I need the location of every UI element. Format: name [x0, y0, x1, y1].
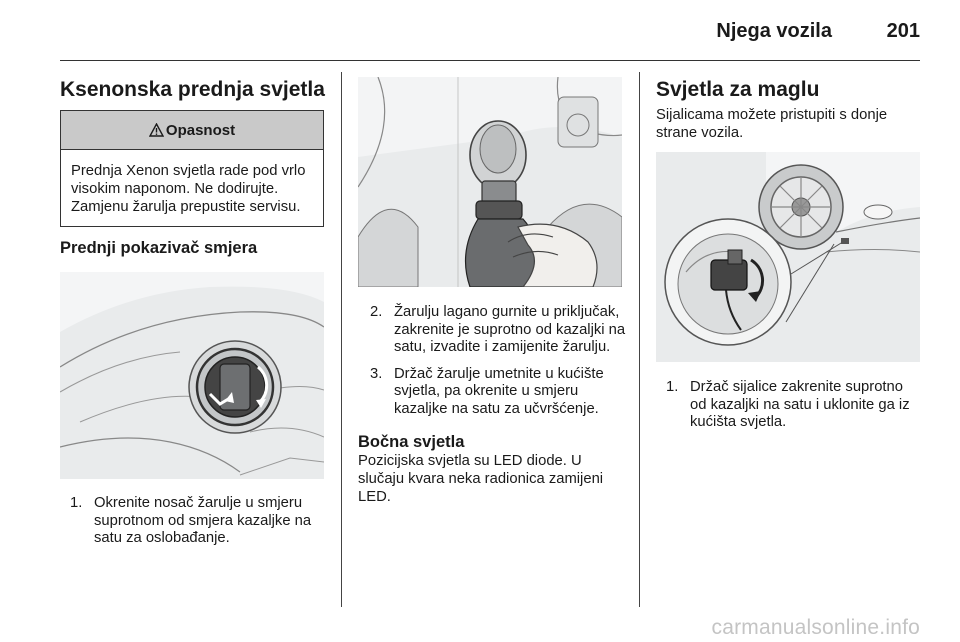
- step-number: 1.: [666, 379, 679, 395]
- header-rule: [60, 60, 920, 61]
- left-column: [60, 78, 340, 548]
- illustration-turn-signal-bulb: [60, 272, 324, 479]
- subheading-turn-signal: Prednji pokazivač smjera: [60, 239, 258, 257]
- illustration-bulb-replacement: [358, 77, 622, 287]
- section-heading-xenon: Ksenonska prednja svjetla: [60, 78, 325, 101]
- step-number: 2.: [370, 304, 383, 320]
- steps-list-right: [666, 379, 922, 432]
- steps-list-left: [70, 495, 332, 548]
- step-number: 3.: [370, 365, 383, 382]
- steps-list-middle: [370, 304, 626, 418]
- step-item: [70, 495, 332, 548]
- column-divider-2: [639, 72, 640, 607]
- illustration-fog-light-bulb: [656, 152, 920, 362]
- fog-lights-intro: Sijalicama možete pristupiti s donje strane vozila.: [656, 107, 888, 141]
- section-heading-fog-lights: Svjetla za maglu: [656, 78, 820, 101]
- step-text: Okrenite nosač žarulje u smjeru suprotnom od smjera kazaljke na satu za oslobađanje.: [94, 495, 312, 546]
- side-lights-text: Pozicijska svjetla su LED diode. U slučaju kvara neka radionica zamijeni LED.: [358, 453, 604, 505]
- watermark-text: carmanualsonline.info: [711, 616, 920, 639]
- step-item: [370, 366, 626, 419]
- step-text: Žarulju lagano gurnite u priključak, zakrenite je suprotno od kazaljki na satu, izvadite i zamijenite žarulju.: [394, 304, 626, 355]
- step-text: Držač sijalice zakrenite suprotno od kazaljki na satu i uklonite ga iz kućišta svjetla.: [690, 379, 910, 430]
- header-title: Njega vozila: [716, 20, 832, 42]
- warning-box: [60, 110, 324, 227]
- right-column: [656, 78, 920, 432]
- step-number: 1.: [70, 495, 83, 511]
- step-item: [666, 379, 922, 432]
- middle-column: [358, 77, 626, 506]
- warning-title: Opasnost: [165, 121, 236, 139]
- page-number: 201: [886, 20, 920, 42]
- step-text: Držač žarulje umetnite u kućište svjetla, pa okrenite u smjeru kazaljke na satu za učvršćenje.: [394, 365, 604, 417]
- warning-text: Prednja Xenon svjetla rade pod vrlo visokim naponom. Ne dodirujte. Zamjenu žarulja prepustite servisu.: [71, 163, 306, 215]
- subheading-side-lights: Bočna svjetla: [358, 433, 465, 451]
- column-divider-1: [341, 72, 342, 607]
- warning-header: [61, 111, 323, 150]
- warning-triangle-icon: [149, 123, 164, 137]
- step-item: [370, 304, 626, 357]
